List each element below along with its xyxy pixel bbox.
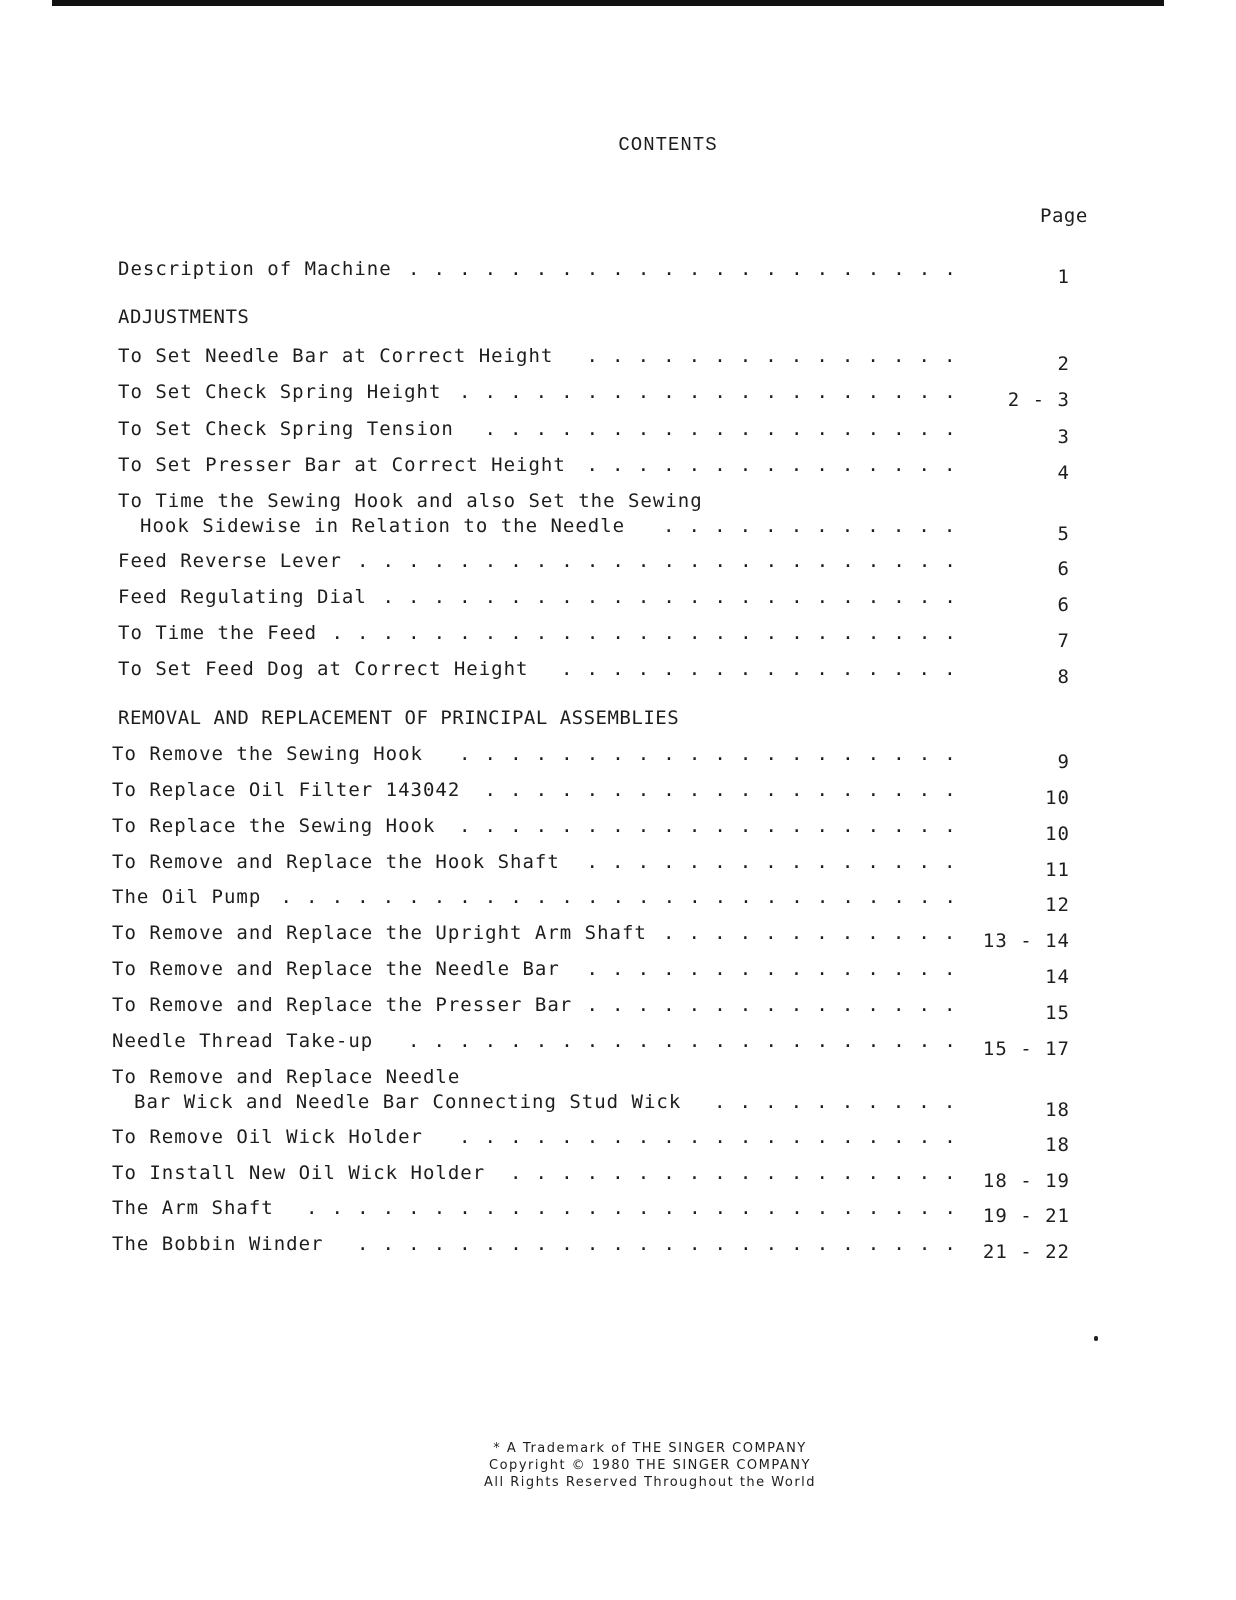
dot-leader: ........................ bbox=[357, 1233, 970, 1255]
toc-entry-page: 15 bbox=[1045, 1002, 1070, 1024]
dot-leader: ...................... bbox=[408, 1030, 970, 1052]
toc-entry-title: To Remove and Replace the Upright Arm Shaft bbox=[112, 922, 647, 944]
toc-entry-title: To Set Presser Bar at Correct Height bbox=[118, 454, 566, 476]
dot-leader: ........................... bbox=[280, 886, 971, 908]
toc-entry-title: To Remove and Replace Needle bbox=[112, 1066, 461, 1088]
toc-entry-page: 18 bbox=[1045, 1099, 1070, 1121]
toc-entry-page: 2 - 3 bbox=[1007, 389, 1070, 411]
toc-entry-page: 19 - 21 bbox=[982, 1205, 1070, 1227]
toc-entry-page: 10 bbox=[1045, 787, 1070, 809]
dot-leader: ............... bbox=[586, 851, 970, 873]
toc-entry-title: To Replace the Sewing Hook bbox=[112, 815, 436, 837]
toc-entry-page: 1 bbox=[1057, 266, 1070, 288]
stray-mark bbox=[1094, 1336, 1098, 1341]
toc-entry-title: The Arm Shaft bbox=[112, 1197, 274, 1219]
section-heading: ADJUSTMENTS bbox=[118, 306, 250, 328]
dot-leader: ............... bbox=[586, 345, 970, 367]
toc-entry-title: To Remove and Replace the Presser Bar bbox=[112, 994, 573, 1016]
toc-entry-page: 4 bbox=[1057, 462, 1070, 484]
toc-entry-title: Feed Regulating Dial bbox=[118, 586, 367, 608]
toc-entry-title: To Set Check Spring Tension bbox=[118, 418, 454, 440]
toc-entry-page: 9 bbox=[1057, 751, 1070, 773]
copyright-footer bbox=[32, 1440, 1236, 1491]
dot-leader: .................... bbox=[459, 381, 970, 403]
toc-entry-page: 6 bbox=[1057, 558, 1070, 580]
footer-rights-line: All Rights Reserved Throughout the World bbox=[483, 1475, 817, 1490]
toc-entry-title: To Install New Oil Wick Holder bbox=[112, 1162, 486, 1184]
toc-entry-page: 15 - 17 bbox=[982, 1038, 1070, 1060]
toc-entry-page: 7 bbox=[1057, 630, 1070, 652]
toc-entry-title: Description of Machine bbox=[118, 258, 392, 280]
toc-entry-page: 2 bbox=[1057, 353, 1070, 375]
dot-leader: ................... bbox=[484, 418, 970, 440]
toc-entry-page: 11 bbox=[1045, 859, 1070, 881]
toc-entry-title: To Remove and Replace the Needle Bar bbox=[112, 958, 560, 980]
toc-entry-page: 13 - 14 bbox=[982, 930, 1070, 952]
toc-entry-title: To Remove Oil Wick Holder bbox=[112, 1126, 423, 1148]
toc-entry-title: The Oil Pump bbox=[112, 886, 262, 908]
toc-entry-title: To Time the Feed bbox=[118, 622, 318, 644]
toc-entry-title: The Bobbin Winder bbox=[112, 1233, 324, 1255]
toc-entry-title: To Remove and Replace the Hook Shaft bbox=[112, 851, 560, 873]
dot-leader: .................... bbox=[459, 743, 970, 765]
dot-leader: ............... bbox=[586, 994, 970, 1016]
toc-entry-title: Feed Reverse Lever bbox=[118, 550, 342, 572]
toc-entry-page: 5 bbox=[1057, 523, 1070, 545]
footer-copyright-line: Copyright © 1980 THE SINGER COMPANY bbox=[489, 1458, 811, 1473]
dot-leader: ................... bbox=[484, 779, 970, 801]
dot-leader: ........................ bbox=[357, 550, 970, 572]
section-heading: REMOVAL AND REPLACEMENT OF PRINCIPAL ASSEMBLIES bbox=[118, 707, 680, 729]
dot-leader: .................... bbox=[459, 815, 970, 837]
toc-entry-page: 12 bbox=[1045, 894, 1070, 916]
toc-entry-page: 21 - 22 bbox=[982, 1241, 1070, 1263]
dot-leader: ................ bbox=[561, 658, 970, 680]
toc-entry-title: To Replace Oil Filter 143042 bbox=[112, 779, 461, 801]
toc-entry-title: To Time the Sewing Hook and also Set the Sewing bbox=[118, 490, 703, 512]
toc-entry-page: 14 bbox=[1045, 966, 1070, 988]
footer-trademark-line: * A Trademark of THE SINGER COMPANY bbox=[493, 1441, 807, 1456]
toc-entry-title-continuation: Hook Sidewise in Relation to the Needle bbox=[140, 515, 626, 537]
toc-entry-title: To Set Check Spring Height bbox=[118, 381, 442, 403]
toc-entry-page: 18 - 19 bbox=[982, 1170, 1070, 1192]
dot-leader: .................. bbox=[510, 1162, 970, 1184]
toc-entry-title: To Set Feed Dog at Correct Height bbox=[118, 658, 529, 680]
toc-entry-page: 8 bbox=[1057, 666, 1070, 688]
toc-entry-page: 10 bbox=[1045, 823, 1070, 845]
toc-entry-title: To Remove the Sewing Hook bbox=[112, 743, 423, 765]
dot-leader: ....................... bbox=[382, 586, 970, 608]
toc-entry-page: 3 bbox=[1057, 426, 1070, 448]
contents-heading: CONTENTS bbox=[618, 134, 718, 156]
dot-leader: .......... bbox=[714, 1091, 970, 1113]
toc-entry-title-continuation: Bar Wick and Needle Bar Connecting Stud Wick bbox=[134, 1091, 682, 1113]
toc-entry-page: 18 bbox=[1045, 1134, 1070, 1156]
dot-leader: ......................... bbox=[331, 622, 970, 644]
toc-entry-title: Needle Thread Take-up bbox=[112, 1030, 374, 1052]
dot-leader: ............... bbox=[586, 454, 970, 476]
dot-leader: ............ bbox=[663, 515, 970, 537]
dot-leader: ............... bbox=[586, 958, 970, 980]
page-column-label: Page bbox=[1040, 205, 1088, 227]
dot-leader: ...................... bbox=[408, 258, 970, 280]
dot-leader: .......................... bbox=[306, 1197, 971, 1219]
dot-leader: ............ bbox=[663, 922, 970, 944]
toc-entry-page: 6 bbox=[1057, 594, 1070, 616]
toc-entry-title: To Set Needle Bar at Correct Height bbox=[118, 345, 554, 367]
dot-leader: .................... bbox=[459, 1126, 970, 1148]
